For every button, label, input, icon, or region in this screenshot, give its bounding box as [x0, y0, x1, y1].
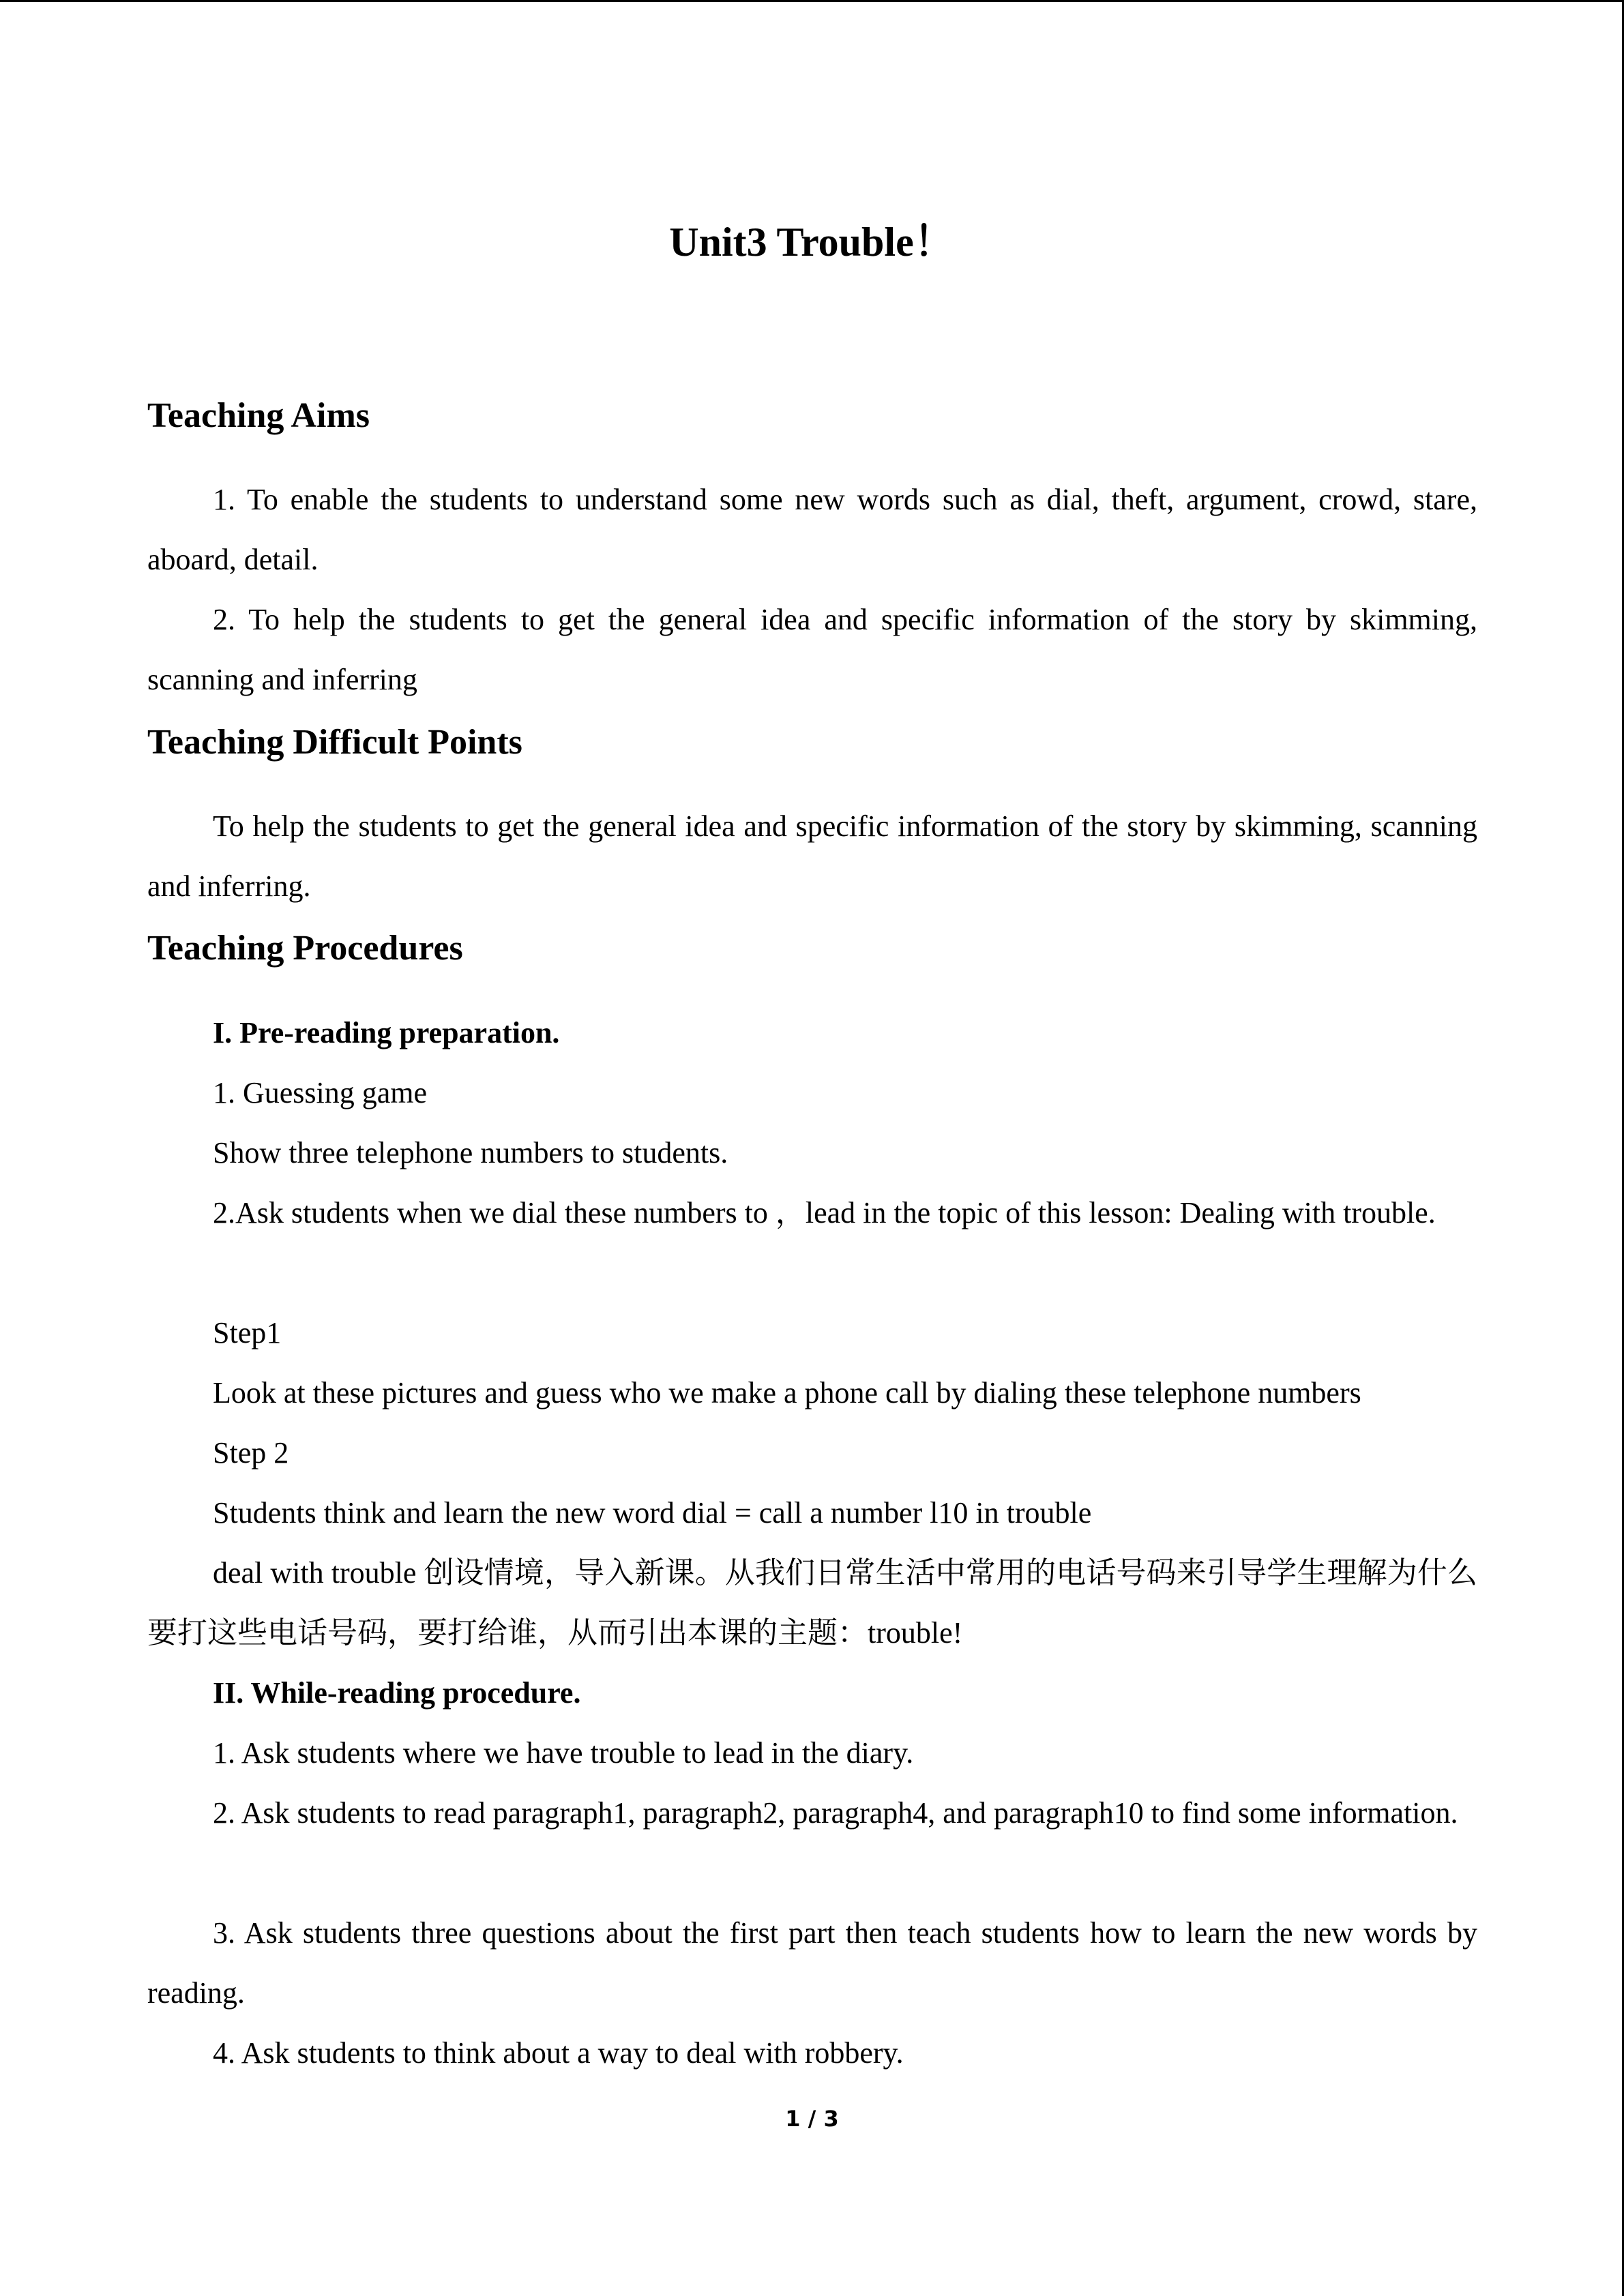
while-reading-heading: II. While-reading procedure. — [213, 1676, 581, 1710]
step-2-text: Students think and learn the new word dial = call a number l10 in trouble — [213, 1496, 1092, 1530]
guessing-game-item: 1. Guessing game — [213, 1076, 428, 1109]
page-number: 1 / 3 — [785, 2106, 839, 2132]
aims-item-2: 2. To help the students to get the general idea and specific information of the story by skimming, scanning and inferring — [147, 603, 1477, 696]
aims-item-1: 1. To enable the students to understand some new words such as dial, theft, argument, crowd, stare, aboard, detail. — [147, 483, 1477, 576]
while-reading-item-2: 2. Ask students to read paragraph1, paragraph2, paragraph4, and paragraph10 to find some information. — [213, 1796, 1458, 1830]
while-reading-item-4: 4. Ask students to think about a way to deal with robbery. — [213, 2036, 904, 2070]
while-reading-item-1: 1. Ask students where we have trouble to lead in the diary. — [213, 1736, 914, 1770]
step-2-label: Step 2 — [213, 1436, 289, 1470]
while-reading-item-3: 3. Ask students three questions about the first part then teach students how to learn the new words by reading. — [147, 1916, 1477, 2010]
ask-students-item: 2.Ask students when we dial these numbers to ，lead in the topic of this lesson: Dealing with trouble. — [213, 1196, 1436, 1229]
document-title: Unit3 Trouble！ — [669, 220, 955, 265]
teaching-difficult-points-heading: Teaching Difficult Points — [147, 723, 522, 762]
step-1-label: Step1 — [213, 1316, 282, 1350]
show-numbers-line: Show three telephone numbers to students. — [213, 1136, 728, 1169]
teaching-aims-heading: Teaching Aims — [147, 396, 370, 435]
step-1-text: Look at these pictures and guess who we make a phone call by dialing these telephone numbers — [213, 1376, 1361, 1410]
difficult-points-text: To help the students to get the general idea and specific information of the story by skimming, scanning and inferring. — [147, 809, 1477, 903]
teaching-procedures-heading: Teaching Procedures — [147, 929, 463, 968]
deal-with-trouble-text: deal with trouble 创设情境，导入新课。从我们日常生活中常用的电话号码来引导学生理解为什么要打这些电话号码，要打给谁，从而引出本课的主题：trouble! — [147, 1556, 1477, 1650]
pre-reading-heading: I. Pre-reading preparation. — [213, 1016, 560, 1049]
